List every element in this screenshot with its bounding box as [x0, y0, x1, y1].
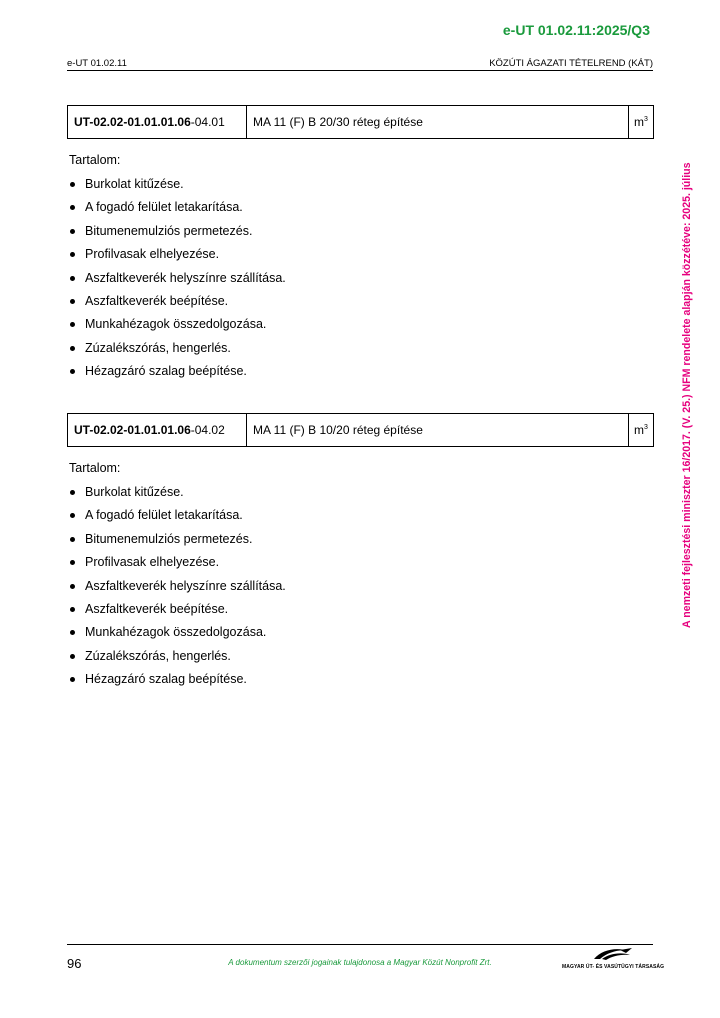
- item-header-table: [67, 413, 654, 447]
- list-item: Aszfaltkeverék beépítése.: [67, 290, 654, 313]
- content-label: Tartalom:: [69, 461, 121, 475]
- list-item: Aszfaltkeverék beépítése.: [67, 598, 654, 621]
- list-item: Profilvasak elhelyezése.: [67, 551, 654, 574]
- unit-symbol: m: [634, 423, 645, 437]
- list-item: Bitumenemulziós permetezés.: [67, 220, 654, 243]
- item-code: [68, 414, 247, 447]
- content-label: Tartalom:: [69, 153, 121, 167]
- item-code: [68, 106, 247, 139]
- item-header-table: [67, 105, 654, 139]
- item-code-main: UT-02.02-01.01.01.06: [74, 115, 191, 129]
- running-header-right: KÖZÚTI ÁGAZATI TÉTELREND (KÁT): [489, 58, 653, 69]
- logo-swoosh-icon: [562, 946, 654, 962]
- list-item: Zúzalékszórás, hengerlés.: [67, 645, 654, 668]
- item-description: MA 11 (F) B 10/20 réteg építése: [247, 414, 629, 447]
- item-code-main: UT-02.02-01.01.01.06: [74, 423, 191, 437]
- list-item: Hézagzáró szalag beépítése.: [67, 668, 654, 691]
- content-list: [67, 481, 654, 692]
- list-item: Aszfaltkeverék helyszínre szállítása.: [67, 575, 654, 598]
- unit-symbol: m: [634, 115, 645, 129]
- item-block-1: [67, 105, 654, 384]
- unit-exponent: 3: [644, 116, 648, 123]
- item-description: MA 11 (F) B 20/30 réteg építése: [247, 106, 629, 139]
- list-item: Bitumenemulziós permetezés.: [67, 528, 654, 551]
- list-item: Aszfaltkeverék helyszínre szállítása.: [67, 267, 654, 290]
- copyright-notice: A dokumentum szerzői jogainak tulajdonosa a Magyar Közút Nonprofit Zrt.: [228, 958, 492, 967]
- society-logo: [562, 946, 665, 970]
- list-item: Munkahézagok összedolgozása.: [67, 621, 654, 644]
- item-code-suffix: -04.02: [190, 423, 225, 437]
- footer-rule: [67, 944, 653, 945]
- document-id: e-UT 01.02.11:2025/Q3: [502, 22, 650, 38]
- item-unit: [629, 414, 654, 447]
- item-block-2: [67, 413, 654, 692]
- item-code-suffix: -04.01: [190, 115, 225, 129]
- unit-exponent: 3: [644, 424, 648, 431]
- item-unit: [629, 106, 654, 139]
- list-item: Profilvasak elhelyezése.: [67, 243, 654, 266]
- list-item: Burkolat kitűzése.: [67, 173, 654, 196]
- side-publication-note: A nemzeti fejlesztési miniszter 16/2017. (V. 25.) NFM rendelete alapján közzétéve: 2025. július: [681, 162, 693, 628]
- list-item: A fogadó felület letakarítása.: [67, 196, 654, 219]
- running-header-left: e-UT 01.02.11: [67, 58, 127, 69]
- logo-text: MAGYAR ÚT- ÉS VASÚTÜGYI TÁRSASÁG: [562, 964, 665, 970]
- list-item: Munkahézagok összedolgozása.: [67, 313, 654, 336]
- list-item: Burkolat kitűzése.: [67, 481, 654, 504]
- page-number: 96: [67, 956, 82, 971]
- content-list: [67, 173, 654, 384]
- list-item: A fogadó felület letakarítása.: [67, 504, 654, 527]
- list-item: Hézagzáró szalag beépítése.: [67, 360, 654, 383]
- list-item: Zúzalékszórás, hengerlés.: [67, 337, 654, 360]
- header-rule: [67, 70, 653, 71]
